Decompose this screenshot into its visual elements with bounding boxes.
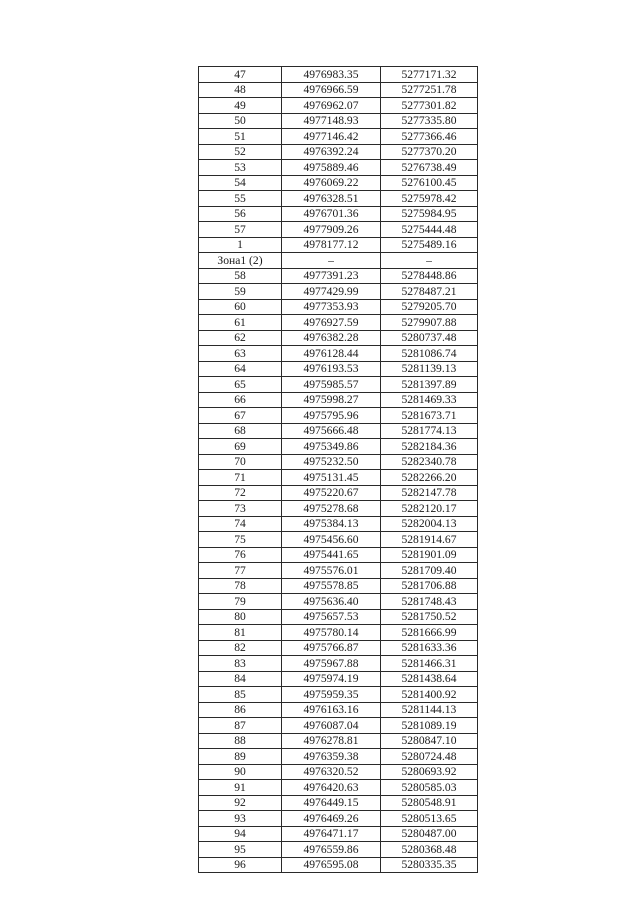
point-number-cell: 75 xyxy=(199,532,282,548)
x-coordinate-cell: 4977429.99 xyxy=(282,284,381,300)
table-row xyxy=(199,191,478,207)
x-coordinate-cell: 4976382.28 xyxy=(282,330,381,346)
x-coordinate-cell: 4975889.46 xyxy=(282,160,381,176)
x-coordinate-cell: 4976449.15 xyxy=(282,795,381,811)
table-row xyxy=(199,392,478,408)
y-coordinate-cell: 5281709.40 xyxy=(381,563,478,579)
point-number-cell: 67 xyxy=(199,408,282,424)
y-coordinate-cell: 5280847.10 xyxy=(381,733,478,749)
coordinates-table xyxy=(198,66,478,873)
y-coordinate-cell: 5275489.16 xyxy=(381,237,478,253)
table-row xyxy=(199,640,478,656)
x-coordinate-cell: 4976392.24 xyxy=(282,144,381,160)
table-row xyxy=(199,532,478,548)
table-row xyxy=(199,237,478,253)
point-number-cell: 56 xyxy=(199,206,282,222)
x-coordinate-cell: 4977353.93 xyxy=(282,299,381,315)
table-row xyxy=(199,547,478,563)
y-coordinate-cell: 5278448.86 xyxy=(381,268,478,284)
y-coordinate-cell: 5276738.49 xyxy=(381,160,478,176)
table-row xyxy=(199,423,478,439)
x-coordinate-cell: 4975998.27 xyxy=(282,392,381,408)
point-number-cell: 87 xyxy=(199,718,282,734)
table-row xyxy=(199,594,478,610)
y-coordinate-cell: 5280737.48 xyxy=(381,330,478,346)
point-number-cell: 91 xyxy=(199,780,282,796)
y-coordinate-cell: 5281397.89 xyxy=(381,377,478,393)
point-number-cell: 72 xyxy=(199,485,282,501)
y-coordinate-cell: 5277366.46 xyxy=(381,129,478,145)
point-number-cell: 82 xyxy=(199,640,282,656)
x-coordinate-cell: 4975131.45 xyxy=(282,470,381,486)
table-row xyxy=(199,485,478,501)
x-coordinate-cell: 4976328.51 xyxy=(282,191,381,207)
y-coordinate-cell: 5275984.95 xyxy=(381,206,478,222)
point-number-cell: 84 xyxy=(199,671,282,687)
table-row xyxy=(199,733,478,749)
point-number-cell: 81 xyxy=(199,625,282,641)
point-number-cell: 55 xyxy=(199,191,282,207)
point-number-cell: 71 xyxy=(199,470,282,486)
table-row xyxy=(199,144,478,160)
x-coordinate-cell: 4976559.86 xyxy=(282,842,381,858)
x-coordinate-cell: 4976087.04 xyxy=(282,718,381,734)
table-row xyxy=(199,377,478,393)
x-coordinate-cell: 4975636.40 xyxy=(282,594,381,610)
y-coordinate-cell: 5277370.20 xyxy=(381,144,478,160)
point-number-cell: 89 xyxy=(199,749,282,765)
point-number-cell: 51 xyxy=(199,129,282,145)
y-coordinate-cell: 5280585.03 xyxy=(381,780,478,796)
y-coordinate-cell: 5277335.80 xyxy=(381,113,478,129)
y-coordinate-cell: 5278487.21 xyxy=(381,284,478,300)
x-coordinate-cell: 4976193.53 xyxy=(282,361,381,377)
point-number-cell: 57 xyxy=(199,222,282,238)
table-row xyxy=(199,470,478,486)
x-coordinate-cell: 4975232.50 xyxy=(282,454,381,470)
table-row xyxy=(199,656,478,672)
table-row xyxy=(199,718,478,734)
y-coordinate-cell: 5280487.00 xyxy=(381,826,478,842)
x-coordinate-cell: 4975578.85 xyxy=(282,578,381,594)
y-coordinate-cell: 5281139.13 xyxy=(381,361,478,377)
table-row xyxy=(199,299,478,315)
x-coordinate-cell: 4977148.93 xyxy=(282,113,381,129)
point-number-cell: 49 xyxy=(199,98,282,114)
point-number-cell: 73 xyxy=(199,501,282,517)
table-row xyxy=(199,609,478,625)
point-number-cell: 1 xyxy=(199,237,282,253)
table-row xyxy=(199,795,478,811)
table-row xyxy=(199,408,478,424)
x-coordinate-cell: 4976420.63 xyxy=(282,780,381,796)
y-coordinate-cell: 5281469.33 xyxy=(381,392,478,408)
y-coordinate-cell: 5281748.43 xyxy=(381,594,478,610)
y-coordinate-cell: 5276100.45 xyxy=(381,175,478,191)
y-coordinate-cell: 5280368.48 xyxy=(381,842,478,858)
y-coordinate-cell: 5280335.35 xyxy=(381,857,478,873)
x-coordinate-cell: 4976278.81 xyxy=(282,733,381,749)
table-row xyxy=(199,346,478,362)
point-number-cell: 50 xyxy=(199,113,282,129)
y-coordinate-cell: 5281089.19 xyxy=(381,718,478,734)
y-coordinate-cell: 5281400.92 xyxy=(381,687,478,703)
table-row xyxy=(199,98,478,114)
point-number-cell: 94 xyxy=(199,826,282,842)
y-coordinate-cell: 5279907.88 xyxy=(381,315,478,331)
y-coordinate-cell: 5281673.71 xyxy=(381,408,478,424)
point-number-cell: 93 xyxy=(199,811,282,827)
point-number-cell: 54 xyxy=(199,175,282,191)
point-number-cell: 96 xyxy=(199,857,282,873)
y-coordinate-cell: 5280693.92 xyxy=(381,764,478,780)
point-number-cell: 60 xyxy=(199,299,282,315)
x-coordinate-cell: 4975780.14 xyxy=(282,625,381,641)
point-number-cell: 59 xyxy=(199,284,282,300)
x-coordinate-cell: 4975974.19 xyxy=(282,671,381,687)
point-number-cell: 88 xyxy=(199,733,282,749)
x-coordinate-cell: 4976359.38 xyxy=(282,749,381,765)
table-row xyxy=(199,749,478,765)
point-number-cell: 79 xyxy=(199,594,282,610)
x-coordinate-cell: 4976962.07 xyxy=(282,98,381,114)
point-number-cell: 86 xyxy=(199,702,282,718)
table-row xyxy=(199,516,478,532)
table-row xyxy=(199,501,478,517)
table-row xyxy=(199,811,478,827)
point-number-cell: 74 xyxy=(199,516,282,532)
x-coordinate-cell: – xyxy=(282,253,381,269)
table-row xyxy=(199,826,478,842)
point-number-cell: 52 xyxy=(199,144,282,160)
y-coordinate-cell: 5281438.64 xyxy=(381,671,478,687)
point-number-cell: Зона1 (2) xyxy=(199,253,282,269)
y-coordinate-cell: 5281633.36 xyxy=(381,640,478,656)
table-row xyxy=(199,268,478,284)
point-number-cell: 47 xyxy=(199,67,282,83)
x-coordinate-cell: 4976128.44 xyxy=(282,346,381,362)
table-row xyxy=(199,578,478,594)
y-coordinate-cell: 5281914.67 xyxy=(381,532,478,548)
table-row xyxy=(199,222,478,238)
x-coordinate-cell: 4977146.42 xyxy=(282,129,381,145)
point-number-cell: 64 xyxy=(199,361,282,377)
x-coordinate-cell: 4976471.17 xyxy=(282,826,381,842)
x-coordinate-cell: 4975384.13 xyxy=(282,516,381,532)
x-coordinate-cell: 4975766.87 xyxy=(282,640,381,656)
x-coordinate-cell: 4976701.36 xyxy=(282,206,381,222)
x-coordinate-cell: 4976320.52 xyxy=(282,764,381,780)
y-coordinate-cell: 5277301.82 xyxy=(381,98,478,114)
x-coordinate-cell: 4976595.08 xyxy=(282,857,381,873)
table-row xyxy=(199,160,478,176)
x-coordinate-cell: 4976469.26 xyxy=(282,811,381,827)
table-row xyxy=(199,330,478,346)
y-coordinate-cell: 5282340.78 xyxy=(381,454,478,470)
y-coordinate-cell: 5281706.88 xyxy=(381,578,478,594)
x-coordinate-cell: 4977391.23 xyxy=(282,268,381,284)
y-coordinate-cell: 5281086.74 xyxy=(381,346,478,362)
table-row xyxy=(199,113,478,129)
point-number-cell: 68 xyxy=(199,423,282,439)
table-row xyxy=(199,563,478,579)
y-coordinate-cell: 5275978.42 xyxy=(381,191,478,207)
point-number-cell: 53 xyxy=(199,160,282,176)
point-number-cell: 83 xyxy=(199,656,282,672)
point-number-cell: 92 xyxy=(199,795,282,811)
point-number-cell: 69 xyxy=(199,439,282,455)
y-coordinate-cell: 5275444.48 xyxy=(381,222,478,238)
y-coordinate-cell: 5282147.78 xyxy=(381,485,478,501)
x-coordinate-cell: 4975967.88 xyxy=(282,656,381,672)
point-number-cell: 80 xyxy=(199,609,282,625)
y-coordinate-cell: 5280513.65 xyxy=(381,811,478,827)
y-coordinate-cell: 5277171.32 xyxy=(381,67,478,83)
x-coordinate-cell: 4975666.48 xyxy=(282,423,381,439)
x-coordinate-cell: 4976927.59 xyxy=(282,315,381,331)
table-row xyxy=(199,206,478,222)
table-row xyxy=(199,284,478,300)
y-coordinate-cell: 5279205.70 xyxy=(381,299,478,315)
x-coordinate-cell: 4975441.65 xyxy=(282,547,381,563)
y-coordinate-cell: 5277251.78 xyxy=(381,82,478,98)
x-coordinate-cell: 4975576.01 xyxy=(282,563,381,579)
y-coordinate-cell: – xyxy=(381,253,478,269)
table-row xyxy=(199,454,478,470)
x-coordinate-cell: 4976983.35 xyxy=(282,67,381,83)
table-row xyxy=(199,625,478,641)
x-coordinate-cell: 4975959.35 xyxy=(282,687,381,703)
point-number-cell: 76 xyxy=(199,547,282,563)
table-row xyxy=(199,253,478,269)
y-coordinate-cell: 5281750.52 xyxy=(381,609,478,625)
point-number-cell: 48 xyxy=(199,82,282,98)
table-row xyxy=(199,439,478,455)
y-coordinate-cell: 5281901.09 xyxy=(381,547,478,563)
x-coordinate-cell: 4975795.96 xyxy=(282,408,381,424)
x-coordinate-cell: 4976966.59 xyxy=(282,82,381,98)
x-coordinate-cell: 4978177.12 xyxy=(282,237,381,253)
y-coordinate-cell: 5280548.91 xyxy=(381,795,478,811)
point-number-cell: 58 xyxy=(199,268,282,284)
table-row xyxy=(199,129,478,145)
x-coordinate-cell: 4975985.57 xyxy=(282,377,381,393)
point-number-cell: 62 xyxy=(199,330,282,346)
x-coordinate-cell: 4975349.86 xyxy=(282,439,381,455)
table-row xyxy=(199,315,478,331)
point-number-cell: 90 xyxy=(199,764,282,780)
table-row xyxy=(199,842,478,858)
y-coordinate-cell: 5281774.13 xyxy=(381,423,478,439)
point-number-cell: 78 xyxy=(199,578,282,594)
table-row xyxy=(199,67,478,83)
y-coordinate-cell: 5281666.99 xyxy=(381,625,478,641)
point-number-cell: 77 xyxy=(199,563,282,579)
y-coordinate-cell: 5281466.31 xyxy=(381,656,478,672)
coordinates-table-body xyxy=(199,67,478,873)
table-row xyxy=(199,361,478,377)
x-coordinate-cell: 4975220.67 xyxy=(282,485,381,501)
y-coordinate-cell: 5282266.20 xyxy=(381,470,478,486)
x-coordinate-cell: 4975278.68 xyxy=(282,501,381,517)
point-number-cell: 61 xyxy=(199,315,282,331)
table-row xyxy=(199,702,478,718)
table-row xyxy=(199,687,478,703)
x-coordinate-cell: 4977909.26 xyxy=(282,222,381,238)
table-row xyxy=(199,671,478,687)
y-coordinate-cell: 5282184.36 xyxy=(381,439,478,455)
point-number-cell: 70 xyxy=(199,454,282,470)
y-coordinate-cell: 5281144.13 xyxy=(381,702,478,718)
x-coordinate-cell: 4976163.16 xyxy=(282,702,381,718)
point-number-cell: 65 xyxy=(199,377,282,393)
point-number-cell: 66 xyxy=(199,392,282,408)
table-row xyxy=(199,82,478,98)
table-row xyxy=(199,175,478,191)
point-number-cell: 63 xyxy=(199,346,282,362)
point-number-cell: 85 xyxy=(199,687,282,703)
y-coordinate-cell: 5280724.48 xyxy=(381,749,478,765)
table-row xyxy=(199,780,478,796)
point-number-cell: 95 xyxy=(199,842,282,858)
y-coordinate-cell: 5282004.13 xyxy=(381,516,478,532)
y-coordinate-cell: 5282120.17 xyxy=(381,501,478,517)
x-coordinate-cell: 4976069.22 xyxy=(282,175,381,191)
x-coordinate-cell: 4975456.60 xyxy=(282,532,381,548)
table-row xyxy=(199,857,478,873)
table-row xyxy=(199,764,478,780)
x-coordinate-cell: 4975657.53 xyxy=(282,609,381,625)
